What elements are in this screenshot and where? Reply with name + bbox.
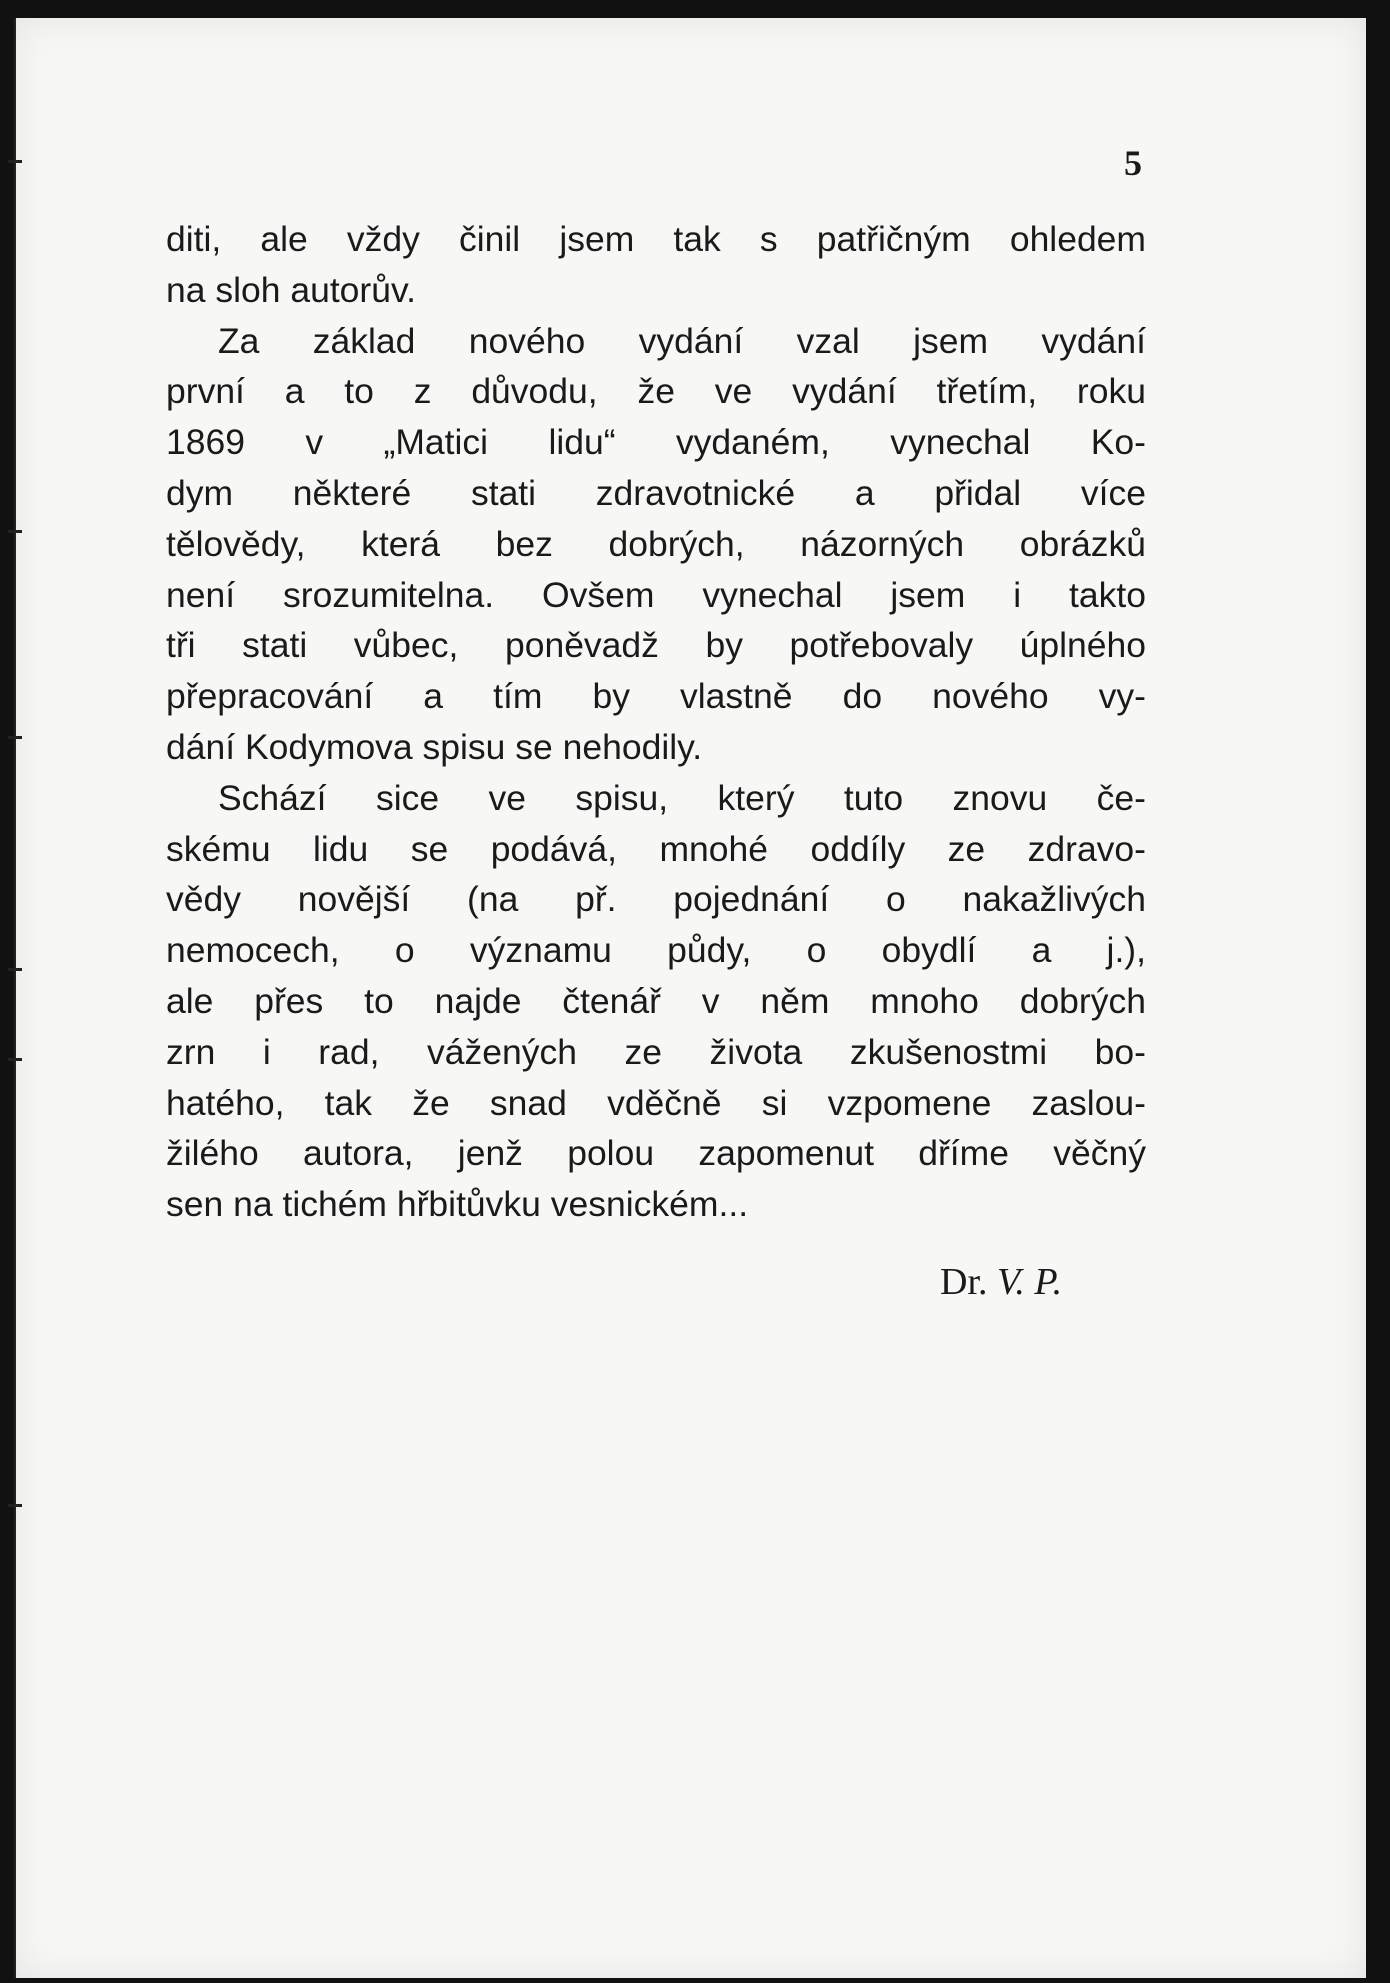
- signature-initials: V. P.: [997, 1261, 1063, 1303]
- binding-mark: [8, 736, 22, 739]
- signature-prefix: Dr.: [940, 1261, 988, 1303]
- page-binding-edge: [14, 18, 16, 1978]
- text-line: hatého, tak že snad vděčně si vzpomene zaslou-: [166, 1082, 1146, 1123]
- text-line: tři stati vůbec, poněvadž by potřebovaly úplného: [166, 625, 1146, 666]
- text-line: na sloh autorův.: [166, 269, 416, 310]
- text-line: přepracování a tím by vlastně do nového vy-: [166, 676, 1146, 717]
- body-text: [166, 214, 1146, 1230]
- text-line: tělovědy, která bez dobrých, názorných obrázků: [166, 523, 1146, 564]
- binding-mark: [8, 530, 22, 533]
- text-line: první a to z důvodu, že ve vydání třetím, roku: [166, 371, 1146, 412]
- text-line: vědy novější (na př. pojednání o nakažlivých: [166, 879, 1146, 920]
- text-line: dání Kodymova spisu se nehodily.: [166, 726, 703, 767]
- binding-mark: [8, 968, 22, 971]
- text-line: skému lidu se podává, mnohé oddíly ze zdravo-: [166, 828, 1146, 869]
- text-line: Schází sice ve spisu, který tuto znovu če-: [218, 777, 1146, 818]
- text-line: diti, ale vždy činil jsem tak s patřičným ohledem: [166, 219, 1146, 259]
- page-number: 5: [1124, 143, 1142, 183]
- text-line: není srozumitelna. Ovšem vynechal jsem i takto: [166, 574, 1146, 615]
- text-line: Za základ nového vydání vzal jsem vydání: [218, 320, 1146, 361]
- text-line: dym některé stati zdravotnické a přidal více: [166, 472, 1146, 513]
- text-line: ale přes to najde čtenář v něm mnoho dobrých: [166, 980, 1146, 1021]
- binding-mark: [8, 1504, 22, 1507]
- text-line: sen na tichém hřbitůvku vesnickém...: [166, 1184, 749, 1225]
- text-line: zrn i rad, vážených ze života zkušenostmi bo-: [166, 1031, 1146, 1072]
- binding-mark: [8, 1058, 22, 1061]
- book-page: [14, 18, 1366, 1978]
- signature: [940, 1260, 1062, 1304]
- text-line: nemocech, o významu půdy, o obydlí a j.),: [166, 930, 1146, 971]
- text-line: žilého autora, jenž polou zapomenut dříme věčný: [166, 1133, 1146, 1174]
- binding-mark: [8, 160, 22, 163]
- text-line: 1869 v „Matici lidu“ vydaném, vynechal Ko-: [166, 422, 1146, 463]
